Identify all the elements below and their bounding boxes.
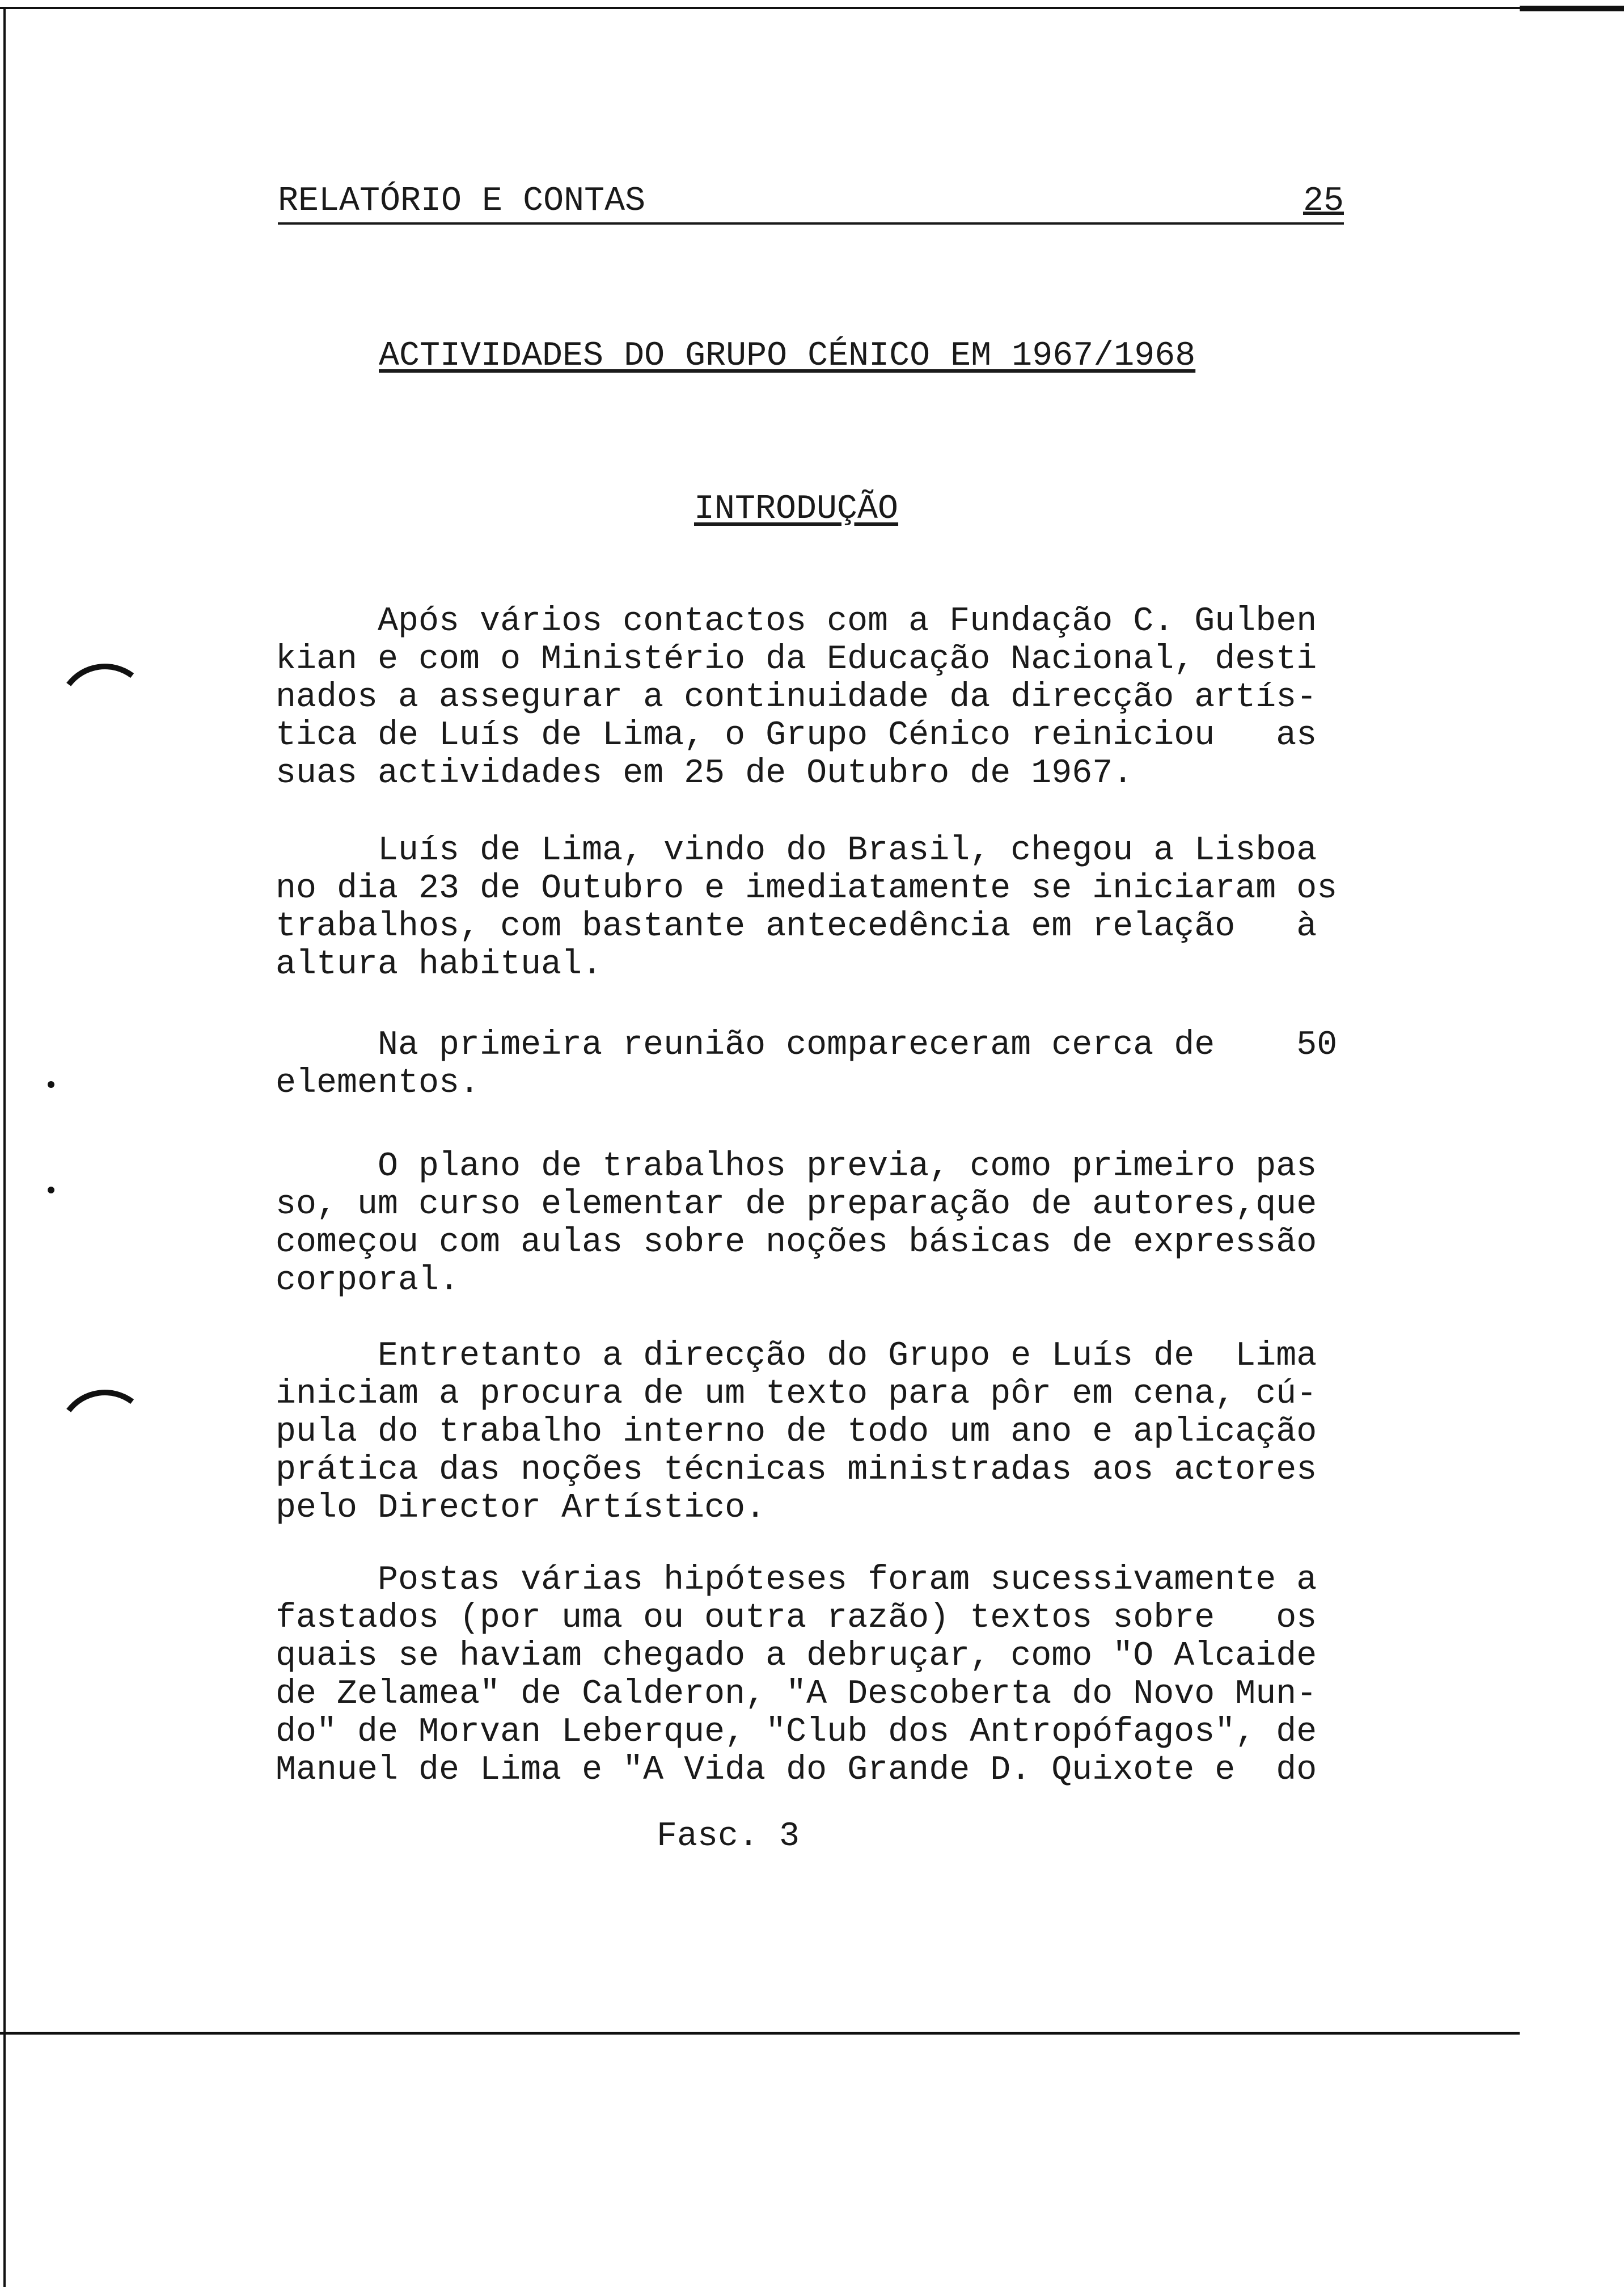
paragraph xyxy=(276,1026,1338,1103)
running-header xyxy=(278,180,1344,225)
text-line: quais se haviam chegado a debruçar, como "O Alcaide xyxy=(276,1637,1317,1676)
binder-hole-mark xyxy=(50,657,159,766)
scan-dot-mark xyxy=(48,1187,54,1193)
paragraph xyxy=(276,1562,1330,1790)
text-line: no dia 23 de Outubro e imediatamente se iniciaram os xyxy=(276,870,1338,908)
text-line: Entretanto a direcção do Grupo e Luís de Lima xyxy=(276,1337,1317,1375)
running-header-title: RELATÓRIO E CONTAS xyxy=(278,182,646,221)
text-line: prática das noções técnicas ministradas aos actores xyxy=(276,1451,1317,1489)
text-line: tica de Luís de Lima, o Grupo Cénico reiniciou as xyxy=(276,716,1317,755)
section-heading: ACTIVIDADES DO GRUPO CÉNICO EM 1967/1968 xyxy=(379,337,1196,375)
text-line: Após vários contactos com a Fundação C. Gulben xyxy=(276,602,1317,641)
text-line: começou com aulas sobre noções básicas de expressão xyxy=(276,1223,1317,1262)
paragraph xyxy=(276,1148,1330,1300)
text-line: elementos. xyxy=(276,1064,480,1103)
text-line: pelo Director Artístico. xyxy=(276,1489,766,1528)
text-line: O plano de trabalhos previa, como primeiro pas xyxy=(276,1147,1317,1186)
text-line: trabalhos, com bastante antecedência em relação à xyxy=(276,908,1317,946)
scan-border-top-corner xyxy=(1520,6,1624,11)
text-line: corporal. xyxy=(276,1261,460,1300)
text-line: Manuel de Lima e "A Vida do Grande D. Quixote e do xyxy=(276,1751,1317,1790)
text-line: fastados (por uma ou outra razão) textos sobre os xyxy=(276,1599,1317,1638)
text-line: so, um curso elementar de preparação de autores,que xyxy=(276,1185,1317,1224)
text-line: pula do trabalho interno de todo um ano e aplicação xyxy=(276,1413,1317,1451)
text-line: Luís de Lima, vindo do Brasil, chegou a Lisboa xyxy=(276,832,1317,870)
text-line: suas actividades em 25 de Outubro de 1967. xyxy=(276,754,1134,793)
page-number: 25 xyxy=(1302,182,1344,221)
text-line: Na primeira reunião compareceram cerca de 50 xyxy=(276,1026,1338,1065)
scan-border-top xyxy=(0,7,1624,9)
fascicle-label: Fasc. 3 xyxy=(657,1817,800,1856)
text-line: nados a assegurar a continuidade da direcção artís- xyxy=(276,678,1317,717)
scan-border-left xyxy=(3,7,6,2287)
scan-dot-mark xyxy=(48,1081,54,1088)
text-line: kian e com o Ministério da Educação Nacional, desti xyxy=(276,640,1317,679)
paragraph xyxy=(276,603,1330,793)
paragraph xyxy=(276,832,1338,984)
binder-hole-mark xyxy=(50,1383,159,1492)
subsection-heading: INTRODUÇÃO xyxy=(694,490,899,529)
text-line: Postas várias hipóteses foram sucessivamente a xyxy=(276,1561,1317,1600)
text-line: de Zelamea" de Calderon, "A Descoberta do Novo Mun- xyxy=(276,1675,1317,1714)
text-line: altura habitual. xyxy=(276,946,603,984)
text-line: do" de Morvan Leberque, "Club dos Antropófagos", de xyxy=(276,1713,1317,1752)
paragraph xyxy=(276,1337,1330,1528)
text-line: iniciam a procura de um texto para pôr em cena, cú- xyxy=(276,1375,1317,1413)
scan-border-bottom xyxy=(0,2032,1520,2035)
